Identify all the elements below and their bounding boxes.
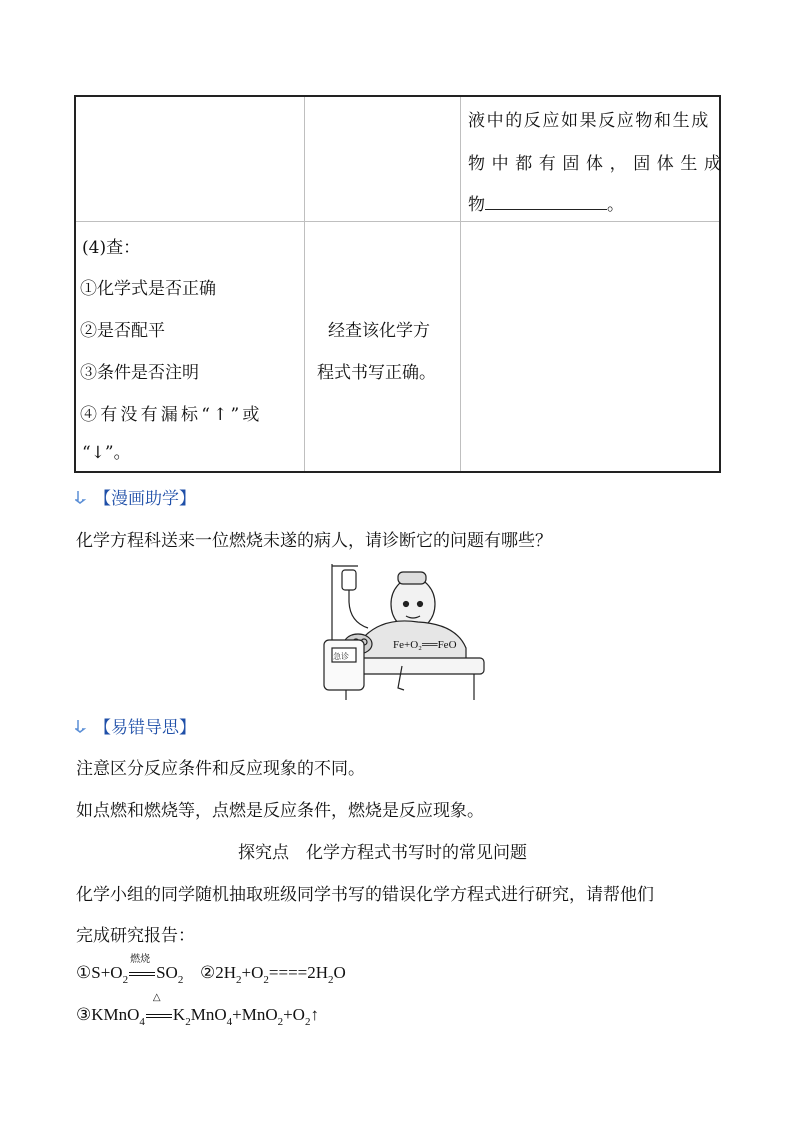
table-text: [468, 190, 624, 215]
pointer-icon: [74, 490, 88, 504]
check-item: ②是否配平: [80, 321, 165, 341]
check-result: 经查该化学方: [328, 321, 430, 341]
section-title: 【易错导思】: [94, 718, 196, 738]
check-result: 程式书写正确。: [317, 363, 436, 383]
answer-blank[interactable]: [485, 195, 607, 210]
explore-heading: 探究点 化学方程式书写时的常见问题: [238, 843, 527, 863]
condition-label: 燃烧: [130, 954, 151, 965]
mistake-line: 注意区分反应条件和反应现象的不同。: [76, 759, 365, 779]
equation-1: $①S+O_2$ 燃烧 $SO_2$: [76, 963, 183, 983]
section-comic-header: [74, 484, 196, 509]
explore-intro: 完成研究报告：: [76, 926, 195, 946]
explore-intro: 化学小组的同学随机抽取班级同学书写的错误化学方程式进行研究，请帮他们: [76, 885, 654, 905]
table-text-prefix: 物: [468, 195, 485, 215]
condition-label: △: [152, 992, 161, 1003]
check-item: ①化学式是否正确: [80, 279, 216, 299]
table-text-suffix: 。: [607, 195, 624, 215]
table-cell-r2c2: [304, 221, 460, 472]
table-cell-r2c3: [460, 221, 720, 472]
check-item: ③条件是否注明: [80, 363, 199, 383]
sick-equation-cartoon: [318, 562, 488, 704]
table-text: 液中的反应如果反应物和生成: [468, 111, 710, 131]
equation-3: ③KMnO$_4$ △ $K_2MnO_4+MnO_2+O_2↑$: [76, 992, 319, 1028]
comic-sign-label: 急诊: [333, 652, 349, 661]
mistake-line: 如点燃和燃烧等，点燃是反应条件，燃烧是反应现象。: [76, 801, 484, 821]
equation-2: $②2H_2+O_2====2H_2O$: [200, 963, 346, 986]
comic-equation-label: Fe+O₂══FeO: [393, 639, 457, 651]
check-item: ④有没有漏标“↑”或: [80, 405, 263, 425]
section-title: 【漫画助学】: [94, 489, 196, 509]
comic-illustration: [318, 562, 488, 704]
table-text: 物中都有固体，固体生成: [468, 154, 728, 174]
pointer-icon: [74, 719, 88, 733]
section-mistake-header: [74, 713, 196, 738]
table-cell-r1c1: [75, 96, 304, 221]
comic-question: 化学方程科送来一位燃烧未遂的病人，请诊断它的问题有哪些？: [76, 531, 552, 551]
table-cell-r2c1: [75, 221, 304, 472]
check-item: “↓”。: [82, 443, 131, 463]
table-cell-r1c2: [304, 96, 460, 221]
check-title: (4)查：: [82, 238, 141, 258]
